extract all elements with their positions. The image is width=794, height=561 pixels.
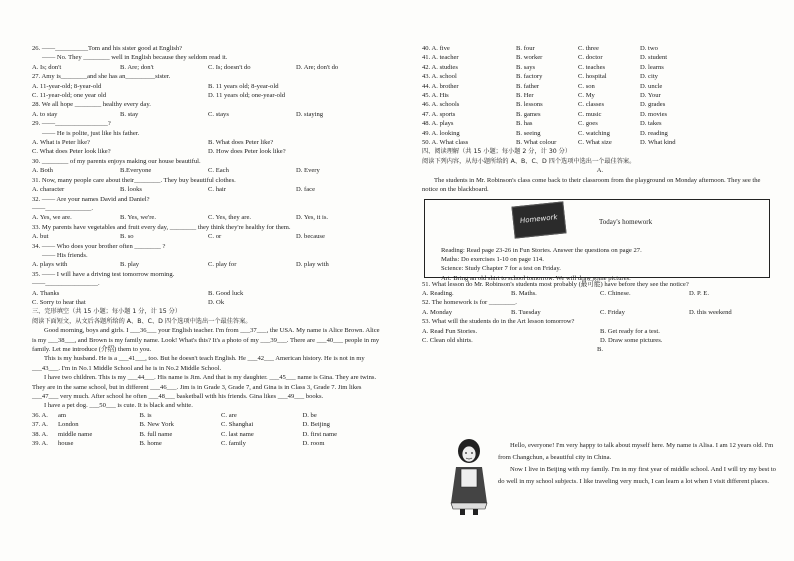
option: A. Yes, we are. [32,214,72,222]
options-row [422,327,778,336]
option: D. because [296,233,325,241]
option: C. Clean old shirts. [422,336,473,344]
table-cell: B. seeing [516,129,541,137]
option: C. 11-year-old; one year old [32,92,107,100]
table-cell: B. Her [516,92,534,100]
question-line: 51. What lesson do Mr. Robinson's students most probably (最可能) have before they see the notice? [422,280,689,288]
table-cell: B. worker [516,54,543,62]
passage-paragraph: Hello, everyone! I'm very happy to talk about myself here. My name is Alisa. I am 12 years old. I'm from Changchun, a beautiful city in China. [498,442,774,461]
question-line: —— No. They ________ well in English because they seldom read it. [42,54,228,62]
table-cell: D. two [640,45,658,52]
option: C. or [208,233,222,241]
option: C. Shanghai [221,421,254,429]
table-cell: 41. A. teacher [422,54,459,62]
table-cell: C. My [578,92,595,100]
question-line: The students in Mr. Robinson's class come back to their classroom from the playground on Monday afternoon. They see the notice on the blackboard. [422,176,761,194]
option: A. What is Peter like? [32,139,90,147]
question-number: 36. A. [32,411,48,419]
option: C. play for [208,261,237,269]
option: D. play with [296,261,329,269]
passage-b [498,440,776,488]
table-cell: D. student [640,54,668,62]
option: B. Good luck [208,289,244,297]
table-cell: B. factory [516,73,543,81]
question-line: 27. Amy is________and she has an_________sister. [32,73,171,81]
table-cell: C. doctor [578,54,603,62]
option: D. this weekend [689,308,732,316]
table-cell: D. learns [640,63,664,71]
options-row [32,298,384,307]
option: B. Tuesday [511,308,541,316]
notice-lines [441,246,642,284]
options-row [32,411,384,420]
table-cell: B. lessons [516,101,543,109]
options-row [32,439,384,448]
table-cell: 48. A. plays [422,120,454,128]
notice-line: Science: Study Chapter 7 for a test on Friday. [441,265,561,273]
options-row [32,185,384,194]
question-line: 28. We all hope ________ healthy every day. [32,101,151,109]
table-cell: 47. A. sports [422,110,456,118]
options-row [32,138,384,147]
question-line: 29. ——________________? [32,120,111,128]
option: B. play [120,261,140,269]
options-row [32,289,384,298]
option: D. room [302,440,325,448]
options-row [32,260,384,269]
table-cell: B. father [516,82,540,90]
option: am [58,411,67,419]
option: C. are [221,411,237,419]
options-row [32,110,384,119]
options-row [422,336,778,345]
notice-line: Maths: Do exercises 1-10 on page 114. [441,255,544,263]
option: D. 11 years old; one-year-old [208,92,286,100]
option: C. What does Peter look like? [32,148,111,156]
option: A. to stay [32,110,58,118]
question-line: This is my husband. He is a ___41___, too. But he doesn't teach English. He ___42___ American history. He is not in my ___43___. I'm in No.1 Middle School and he is in No.2 Middle School. [32,355,365,372]
question-line: 30. ________ of my parents enjoys making our house beautiful. [32,157,201,165]
question-line: B. [596,346,604,354]
option: D. first name [302,430,338,438]
question-line: 26. ——__________Tom and his sister good at English? [32,45,183,52]
options-row [32,63,384,72]
options-row [32,232,384,241]
options-row [32,420,384,429]
table-cell: 40. A. five [422,45,450,52]
notice-line: Reading: Read page 23-26 in Fun Stories. Answer the questions on page 27. [441,246,642,254]
table-cell: B. What colour [516,139,557,147]
notice-line: Art: Bring an old shirt to school tomorrow. We will draw some pictures. [441,274,631,282]
question-line: 阅读下面短文，从文后各题所给的 A、B、C、D 四个选项中选出一个最佳答案。 [32,317,252,325]
table-cell: C. watching [578,129,610,137]
table-cell: C. hospital [578,73,607,81]
option: A. Thanks [32,289,60,297]
table-cell: D. Your [640,92,661,100]
question-line: A. [596,167,604,175]
question-line: —— His friends. [42,251,88,259]
question-line: 34. —— Who does your brother often ________ ? [32,242,166,250]
table-cell: B. has [516,120,533,128]
table-cell: C. What size [578,139,612,147]
option: C. Friday [600,308,625,316]
table-cell: B. says [516,63,536,71]
passage-paragraph: Now I live in Beijing with my family. I'm in my first year of middle school. And I will try my best to do well in my school subjects. I like traveling very much, I can learn a lot when I visit different places. [498,466,776,485]
cloze-options-table [422,44,778,147]
option: A. 11-year-old; 8-year-old [32,82,102,90]
option: C. stays [208,110,229,118]
table-cell: 49. A. looking [422,129,460,137]
question-line: I have a pet dog. ___50___ is cute. It is black and white. [44,402,193,410]
option: D. be [302,411,317,419]
question-line: 31. Now, many people care about their________. They buy beautiful clothes. [32,176,236,184]
table-cell: D. uncle [640,82,663,90]
option: A. Monday [422,308,453,316]
option: D. Draw some pictures. [600,336,663,344]
option: A. but [32,233,49,241]
option: C. Chinese. [600,289,631,297]
options-row [32,82,384,91]
option: B. stay [120,110,139,118]
option: London [58,421,79,429]
option: A. plays with [32,261,68,269]
option: D. face [296,186,316,194]
question-line: 三、完形填空（共 15 小题；每小题 1 分，计 15 分） [32,308,182,316]
question-line: ——________________. [32,280,100,288]
option: D. How does Peter look like? [208,148,286,156]
table-cell: C. music [578,110,602,118]
question-line: Good morning, boys and girls. I ___36___ your English teacher. I'm from ___37___, the USA. My name is Alice Brown. Alice is my ___38___, and Brown is my family name. Look! What's this? It's a photo of my ___39___. There are ___40___ people in my family. Let me introduce (介绍) them to you. [32,327,380,353]
options-row [422,289,778,298]
table-cell: 42. A. studies [422,63,458,71]
table-cell: 44. A. brother [422,82,459,90]
table-cell: D. movies [640,110,668,118]
option: B. Yes, we're. [120,214,156,222]
table-cell: C. son [578,82,595,90]
table-cell: D. reading [640,129,668,137]
option: A. Reading. [422,289,454,297]
option: C. hair [208,186,226,194]
table-cell: B. four [516,45,535,52]
homework-picture [511,201,566,238]
option: A. Read Fun Stories. [422,327,478,335]
option: B. 11 years old; 8-year-old [208,82,279,90]
option: A. Is; don't [32,63,62,71]
question-number: 39. A. [32,440,48,448]
homework-notice [424,199,770,282]
option: B. so [120,233,134,241]
table-cell: D. takes [640,120,662,128]
question-line: 52. The homework is for ________. [422,299,517,307]
option: B. Maths. [511,289,537,297]
question-line: 35. —— I will have a driving test tomorrow morning. [32,270,175,278]
table-cell: D. city [640,73,658,81]
option: C. Each [208,167,229,175]
option: B. is [139,411,152,419]
option: B. New York [139,421,174,429]
question-number: 38. A. [32,430,48,438]
table-cell: 46. A. schools [422,101,460,109]
question-line: ——______________. [32,204,93,212]
option: B. full name [139,430,173,438]
table-cell: D. grades [640,101,666,109]
table-cell: D. What kind [640,139,676,147]
table-cell: 43. A. school [422,73,457,81]
option: house [58,440,74,448]
table-cell: 45. A. His [422,92,449,100]
girl-illustration [447,437,491,515]
question-line: 四、阅读理解（共 15 小题；每小题 2 分，计 30 分） [422,148,572,156]
reading-questions [422,280,778,355]
option: D. staying [296,110,324,118]
option: B.Everyone [120,167,152,175]
options-row [32,147,384,156]
table-cell: C. teaches [578,63,606,71]
option: D. Yes, it is. [296,214,329,222]
question-line: 32. —— Are your names David and Daniel? [32,195,150,203]
option: A. Both [32,167,53,175]
options-row [32,430,384,439]
question-number: 37. A. [32,421,48,429]
option: D. Are; don't do [296,63,339,71]
option: C. last name [221,430,254,438]
right-column [422,44,778,355]
option: C. Yes, they are. [208,214,252,222]
options-row [32,213,384,222]
question-line: 阅读下列内容，从每小题所给的 A、B、C、D 四个选项中选出一个最佳答案。 [422,157,636,165]
option: B. looks [120,186,142,194]
question-line: I have two children. This is my ___44___. His name is Jim. And that is my daughter. ___45___ name is Gina. They are twins. They are in the same school, but in different ___46___. Jim is in Grade 3, Grade 7, and Gina is in Class 3, Grade 7. Jim likes ___47___ very much. After school he often ___48___ basketball with his friends. Gina likes ___49___ books. [32,374,377,401]
option: D. P. E. [689,289,709,297]
option: D. Ok [208,298,225,306]
table-cell: C. three [578,45,599,52]
question-line: 53. What will the students do in the Art lesson tomorrow? [422,318,575,326]
option: middle name [58,430,93,438]
option: C. Is; doesn't do [208,63,251,71]
options-row [32,91,384,100]
question-line: 33. My parents have vegetables and fruit every day, ________ they think they're healthy for them. [32,223,291,231]
option: B. home [139,440,162,448]
table-cell: C. goes [578,120,598,128]
option: D. Beijing [302,421,330,429]
option: B. Are; don't [120,63,154,71]
options-row [422,308,778,317]
option: B. What does Peter like? [208,139,274,147]
option: A. character [32,186,65,194]
table-cell: 50. A. What class [422,139,469,147]
reading-section [422,147,778,194]
homework-picture-label: Homework [519,212,558,225]
table-cell: C. classes [578,101,605,109]
table-cell: B. games [516,110,541,118]
question-line: —— He is polite, just like his father. [42,129,140,137]
option: D. Every [296,167,320,175]
option: C. Sorry to hear that [32,298,86,306]
left-column [32,44,384,448]
option: C. family [221,440,246,448]
options-row [32,166,384,175]
notice-title: Today's homework [599,217,653,226]
option: B. Get ready for a test. [600,327,660,335]
